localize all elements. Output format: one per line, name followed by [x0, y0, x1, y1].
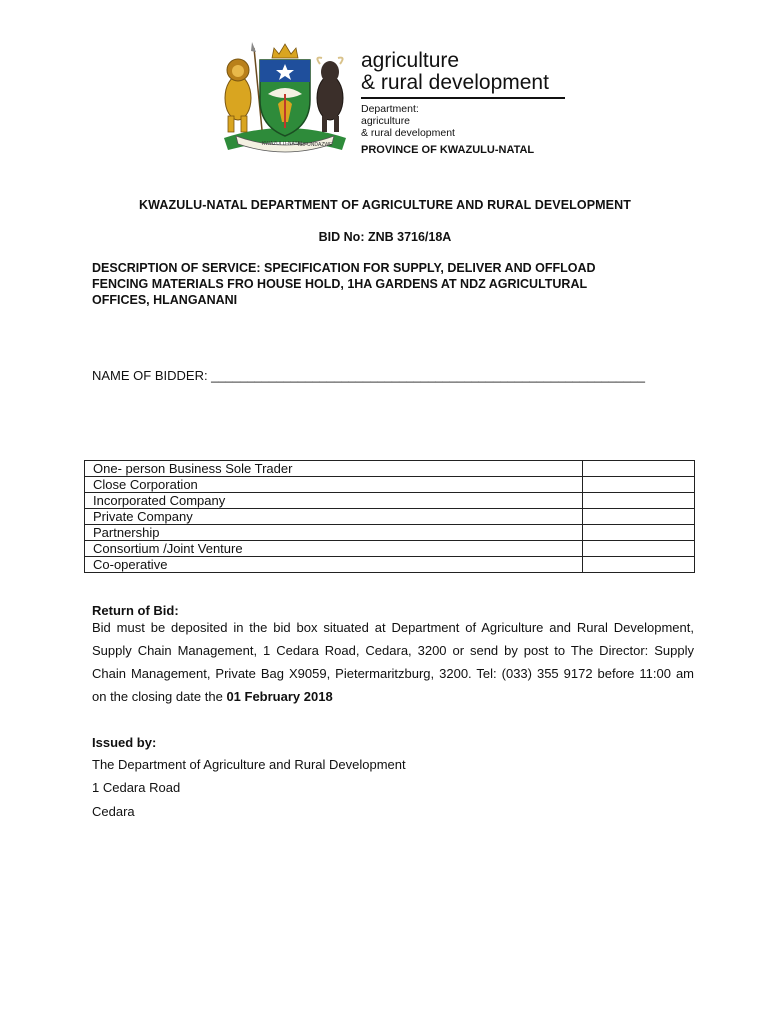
closing-date: 01 February 2018: [226, 689, 333, 704]
business-type-checkbox[interactable]: [583, 541, 695, 557]
brand-divider: [361, 97, 565, 99]
table-row: [85, 525, 695, 541]
letterhead: [216, 38, 576, 158]
issuer-name: The Department of Agriculture and Rural Development: [92, 757, 406, 772]
coat-of-arms-icon: [216, 38, 354, 156]
business-type-label: Partnership: [85, 525, 583, 541]
brand-agriculture: agriculture: [361, 49, 460, 72]
business-type-table: [84, 460, 695, 573]
business-type-label: Private Company: [85, 509, 583, 525]
table-row: [85, 461, 695, 477]
name-of-bidder-field[interactable]: NAME OF BIDDER: ____________________________________________________________: [92, 368, 645, 383]
department-branding: [361, 50, 565, 156]
business-type-checkbox[interactable]: [583, 461, 695, 477]
table-row: [85, 509, 695, 525]
dept-line: & rural development: [361, 127, 455, 139]
description-line: DESCRIPTION OF SERVICE: SPECIFICATION FOR SUPPLY, DELIVER AND OFFLOAD: [92, 261, 596, 275]
document-title: KWAZULU-NATAL DEPARTMENT OF AGRICULTURE AND RURAL DEVELOPMENT: [139, 198, 631, 212]
department-label: [361, 103, 565, 139]
brand-rural-development: & rural development: [361, 71, 549, 94]
business-type-checkbox[interactable]: [583, 477, 695, 493]
dept-line: Department:: [361, 103, 419, 115]
issued-by-heading: Issued by:: [92, 735, 157, 750]
crest-motto-right: ISIFUNDAZWE: [298, 142, 333, 148]
business-type-label: Close Corporation: [85, 477, 583, 493]
dept-line: agriculture: [361, 115, 411, 127]
business-type-label: Consortium /Joint Venture: [85, 541, 583, 557]
issuer-town: Cedara: [92, 804, 135, 819]
return-of-bid-text: [92, 616, 694, 708]
table-row: [85, 557, 695, 573]
return-of-bid-heading: Return of Bid:: [92, 603, 179, 618]
table-row: [85, 541, 695, 557]
return-instructions: Bid must be deposited in the bid box situated at Department of Agriculture and Rural Development, Supply Chain Management, 1 Cedara Road, Cedara, 3200 or send by post to The Director: Supply Chain Management, Private Bag X9059, Pietermaritzburg, 3200. Tel: (033) 355 9172 before 11:00 am on the closing date the: [92, 620, 694, 704]
description-line: OFFICES, HLANGANANI: [92, 293, 238, 307]
table-row: [85, 477, 695, 493]
crest-motto-left: KWAZULU-NATAL: [262, 141, 304, 147]
business-type-checkbox[interactable]: [583, 525, 695, 541]
business-type-checkbox[interactable]: [583, 509, 695, 525]
business-type-label: Co-operative: [85, 557, 583, 573]
business-type-checkbox[interactable]: [583, 557, 695, 573]
issuer-address: 1 Cedara Road: [92, 780, 181, 795]
business-type-label: One- person Business Sole Trader: [85, 461, 583, 477]
business-type-checkbox[interactable]: [583, 493, 695, 509]
table-row: [85, 493, 695, 509]
description-line: FENCING MATERIALS FRO HOUSE HOLD, 1HA GARDENS AT NDZ AGRICULTURAL: [92, 277, 588, 291]
bid-number: BID No: ZNB 3716/18A: [318, 230, 452, 244]
business-type-label: Incorporated Company: [85, 493, 583, 509]
province-label: PROVINCE OF KWAZULU-NATAL: [361, 144, 535, 156]
service-description: [92, 260, 692, 308]
